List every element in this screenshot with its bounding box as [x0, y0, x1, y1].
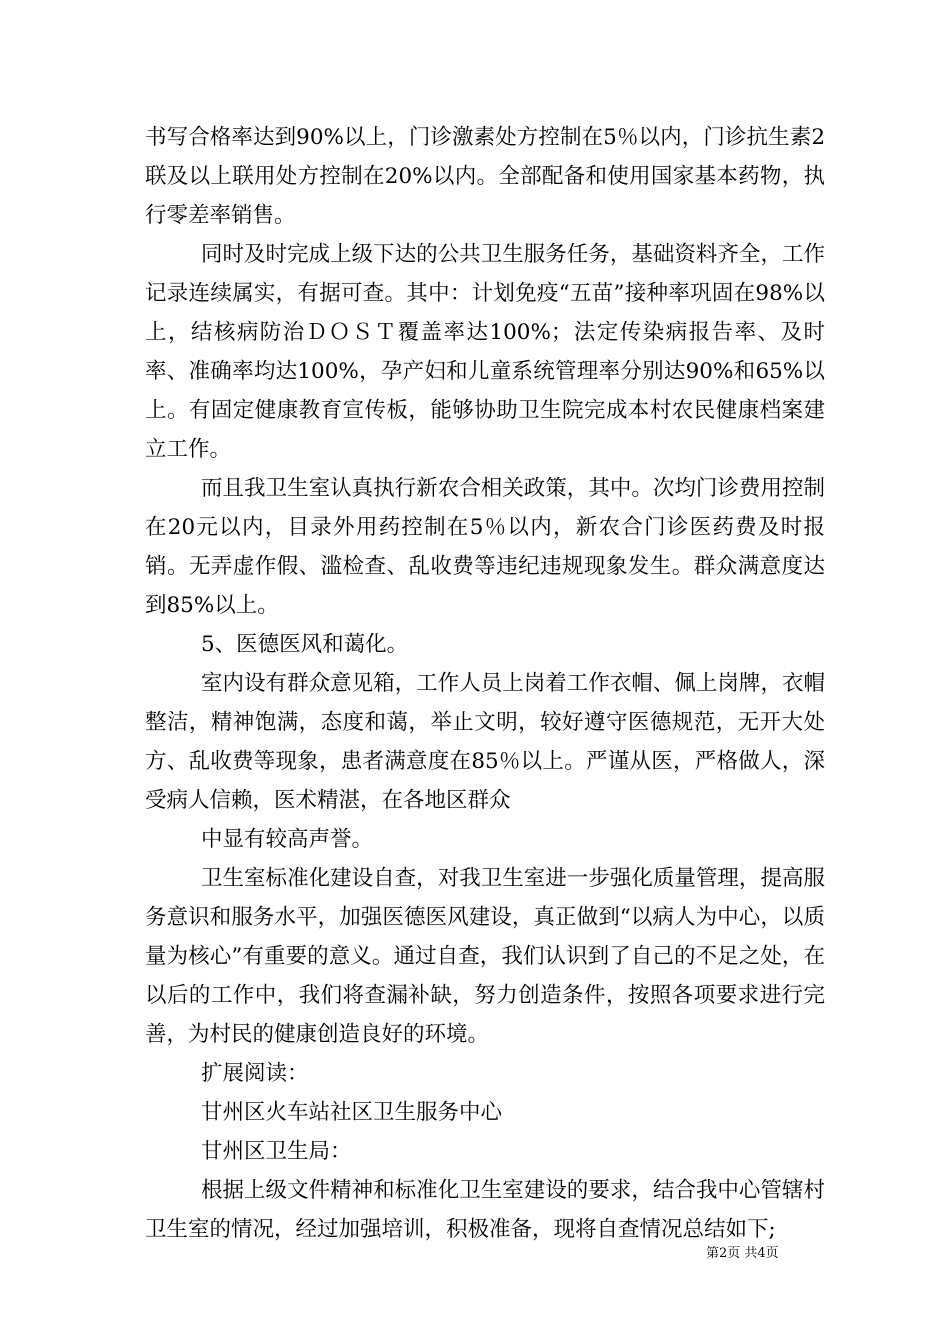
paragraph-public-health: 同时及时完成上级下达的公共卫生服务任务，基础资料齐全，工作记录连续属实，有据可查。其中：计划免疫“五苗”接种率巩固在98%以上，结核病防治ＤＯＳＴ覆盖率达100%；法定传染病报告率、及时率、准确率均达100%，孕产妇和儿童系统管理率分别达90%和65%以上。有固定健康教育宣传板，能够协助卫生院完成本村农民健康档案建立工作。: [145, 242, 825, 462]
paragraph-reputation: 中显有较高声誉。: [201, 827, 374, 852]
paragraph-rural-cooperative: 而且我卫生室认真执行新农合相关政策，其中。次均门诊费用控制在20元以内，目录外用药控制在5％以内，新农合门诊医药费及时报销。无弄虚作假、滥检查、乱收费等违纪违规现象发生。群众满意度达到85%以上。: [145, 476, 825, 618]
organization-name: 甘州区火车站社区卫生服务中心: [201, 1100, 503, 1125]
section-heading-medical-ethics: 5、医德医风和蔼化。: [201, 632, 409, 657]
paragraph-ethics-details: 室内设有群众意见箱，工作人员上岗着工作衣帽、佩上岗牌，衣帽整洁，精神饱满，态度和蔼，举止文明，较好遵守医德规范，无开大处方、乱收费等现象，患者满意度在85％以上。严谨从医，严格做人，深受病人信赖，医术精湛，在各地区群众: [145, 671, 825, 813]
paragraph-intro-report: 根据上级文件精神和标准化卫生室建设的要求，结合我中心管辖村卫生室的情况，经过加强培训，积极准备，现将自查情况总结如下;: [145, 1178, 825, 1242]
paragraph-continuation: 书写合格率达到90%以上，门诊激素处方控制在5％以内，门诊抗生素2联及以上联用处方控制在20%以内。全部配备和使用国家基本药物，执行零差率销售。: [145, 125, 825, 228]
page-number-footer: 第2页 共4页: [706, 1246, 779, 1261]
document-body: [145, 118, 825, 1249]
extended-reading-label: 扩展阅读：: [201, 1061, 309, 1086]
paragraph-conclusion: 卫生室标准化建设自查，对我卫生室进一步强化质量管理，提高服务意识和服务水平，加强医德医风建设，真正做到“以病人为中心，以质量为核心”有重要的意义。通过自查，我们认识到了自己的不足之处，在以后的工作中，我们将查漏补缺，努力创造条件，按照各项要求进行完善，为村民的健康创造良好的环境。: [145, 866, 825, 1047]
addressee: 甘州区卫生局：: [201, 1139, 352, 1164]
